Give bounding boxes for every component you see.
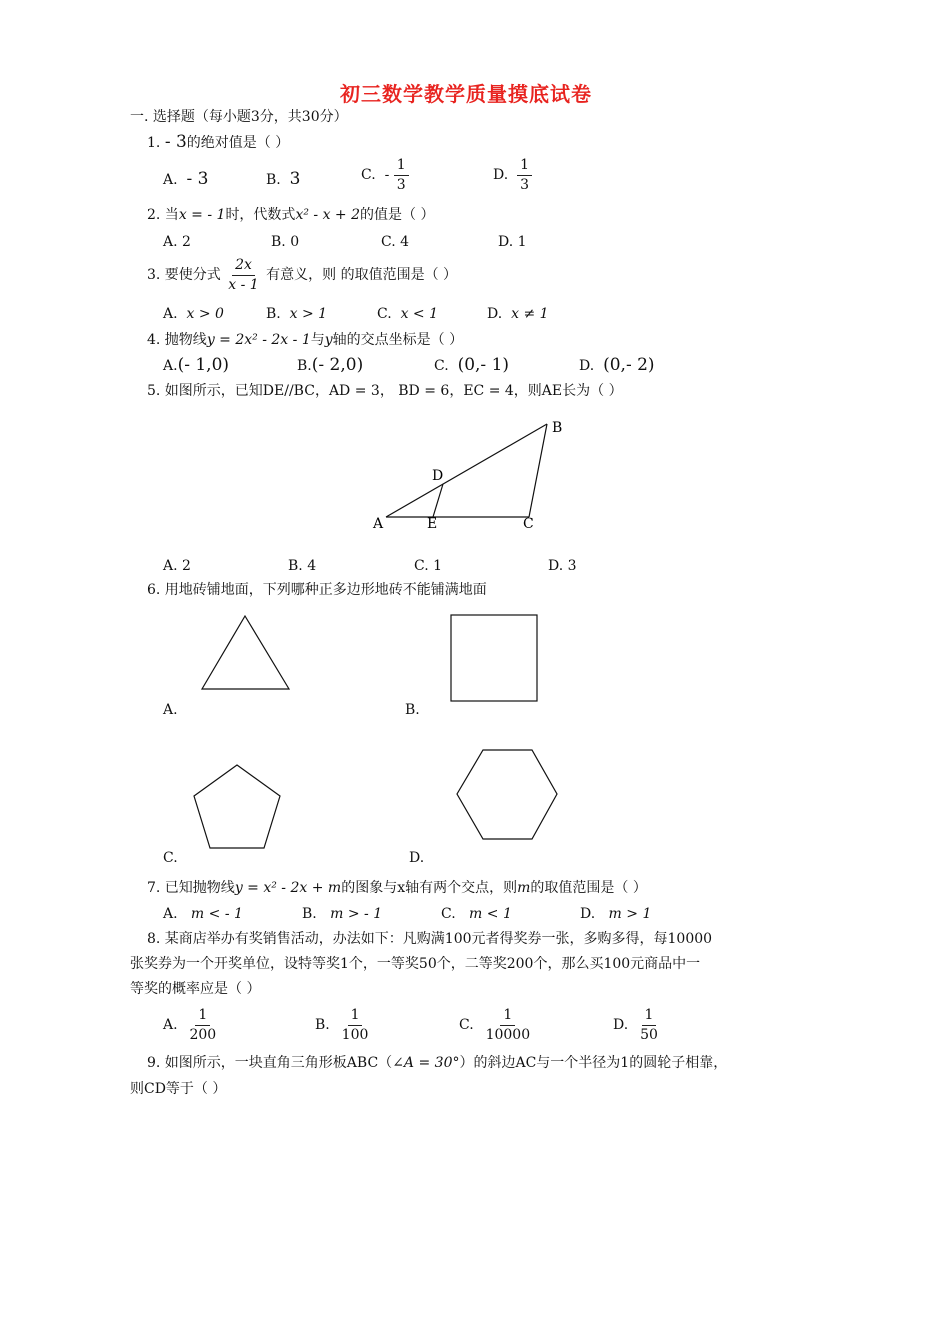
triangle-shape [202, 616, 289, 689]
q8-a-fraction: $\frac{1}{200}$ [189, 1007, 217, 1043]
q8-c-fraction: $\frac{1}{10000}$ [485, 1007, 531, 1043]
q9-angle: ∠A = 30° [392, 1055, 460, 1071]
q5-option-a[interactable]: A. 2 [163, 558, 191, 574]
q1-option-d[interactable]: D. $\frac{1}{3}$ [493, 158, 532, 192]
label-b: B [552, 420, 563, 436]
q8-d-fraction: $\frac{1}{50}$ [640, 1007, 658, 1043]
q1-text: 的绝对值是（ ） [186, 135, 290, 151]
q7-option-a[interactable]: A. m < - 1 [163, 906, 243, 922]
q2-expression: x² - x + 2 [295, 207, 361, 223]
q3-fraction: $\frac{2x}{x - 1}$ [228, 257, 259, 293]
q5-option-c[interactable]: C. 1 [414, 558, 443, 574]
q8-line-1: 8. 某商店举办有奖销售活动，办法如下：凡购满100元者得奖券一张，多购多得，每10000 [147, 931, 713, 947]
q8-b-fraction: $\frac{1}{100}$ [341, 1007, 369, 1043]
section-heading: 一. 选择题（每小题3分，共30分） [130, 109, 348, 125]
square-shape [451, 615, 537, 701]
q1-option-a[interactable]: A. - 3 [163, 169, 209, 189]
q1-number: 1. [147, 135, 161, 151]
q2-option-b[interactable]: B. 0 [271, 234, 300, 250]
q2-option-c[interactable]: C. 4 [381, 234, 410, 250]
q6-option-c[interactable]: C. [163, 850, 178, 866]
q5-option-d[interactable]: D. 3 [548, 558, 577, 574]
q4-option-c[interactable]: C. (0,- 1) [434, 355, 510, 375]
q3-option-c[interactable]: C. x < 1 [377, 306, 439, 322]
q1-option-b[interactable]: B. 3 [266, 169, 301, 189]
q6-option-b[interactable]: B. [405, 702, 420, 718]
q4-option-d[interactable]: D. (0,- 2) [579, 355, 655, 375]
q8-option-d[interactable]: D. $\frac{1}{50}$ [613, 1008, 661, 1042]
q8-option-b[interactable]: B. $\frac{1}{100}$ [315, 1008, 371, 1042]
q2-option-d[interactable]: D. 1 [498, 234, 527, 250]
q4-option-a[interactable]: A.(- 1,0) [163, 355, 230, 375]
q6-option-d[interactable]: D. [409, 850, 425, 866]
q5-option-b[interactable]: B. 4 [288, 558, 317, 574]
q8-option-c[interactable]: C. $\frac{1}{10000}$ [459, 1008, 533, 1042]
q5-stem: 5. 如图所示，已知DE//BC，AD = 3， BD = 6，EC = 4，则AE长为（ ） [147, 383, 623, 399]
q4-stem: 4. 抛物线y = 2x² - 2x - 1与y轴的交点坐标是（ ） [147, 332, 464, 348]
q6-polygons-figure [0, 600, 950, 860]
pentagon-shape [194, 765, 280, 848]
q1-c-fraction: $\frac{1}{3}$ [394, 158, 409, 192]
q1-b-value: 3 [289, 169, 301, 189]
q7-option-d[interactable]: D. m > 1 [580, 906, 652, 922]
page-title: 初三数学教学质量摸底试卷 [340, 82, 592, 106]
q7-option-c[interactable]: C. m < 1 [441, 906, 512, 922]
label-c: C [523, 516, 534, 532]
q3-stem: 3. 要使分式 $\frac{2x}{x - 1}$ 有意义，则 的取值范围是（ ） [147, 257, 458, 293]
q1-option-c[interactable]: C. - $\frac{1}{3}$ [361, 158, 409, 192]
q2-condition: x = - 1 [178, 207, 226, 223]
q6-stem: 6. 用地砖铺地面，下列哪种正多边形地砖不能铺满地面 [147, 582, 487, 598]
q7-stem: 7. 已知抛物线y = x² - 2x + m的图象与x轴有两个交点，则m的取值范围是（ ） [147, 880, 647, 896]
line-ab [386, 424, 547, 517]
line-bc [529, 424, 547, 517]
q1-c-sign: - [384, 167, 390, 184]
q2-stem: 2. 当x = - 1时，代数式x² - x + 2的值是（ ） [147, 207, 435, 223]
q3-option-a[interactable]: A. x > 0 [163, 306, 224, 322]
q1-math: - 3 [164, 132, 187, 152]
q6-option-a[interactable]: A. [163, 702, 178, 718]
label-a: A [373, 516, 384, 532]
q8-line-2: 张奖券为一个开奖单位，设特等奖1个，一等奖50个，二等奖200个，那么买100元商品中一 [130, 956, 701, 972]
hexagon-shape [457, 750, 557, 839]
q9-line-2: 则CD等于（ ） [130, 1081, 227, 1097]
label-d: D [432, 468, 444, 484]
q2-option-a[interactable]: A. 2 [163, 234, 191, 250]
q4-option-b[interactable]: B.(- 2,0) [297, 355, 364, 375]
q3-option-b[interactable]: B. x > 1 [266, 306, 328, 322]
q1-a-value: - 3 [186, 169, 209, 189]
q7-option-b[interactable]: B. m > - 1 [302, 906, 383, 922]
q1-d-fraction: $\frac{1}{3}$ [517, 158, 532, 192]
label-e: E [427, 516, 438, 532]
q3-option-d[interactable]: D. x ≠ 1 [487, 306, 549, 322]
q5-triangle-figure [0, 0, 950, 560]
q8-line-3: 等奖的概率应是（ ） [130, 981, 261, 997]
q4-expression: y = 2x² - 2x - 1 [206, 332, 311, 348]
q9-line-1: 9. 如图所示，一块直角三角形板ABC（∠A = 30°）的斜边AC与一个半径为1的圆轮子相靠， [147, 1055, 728, 1071]
q8-option-a[interactable]: A. $\frac{1}{200}$ [163, 1008, 219, 1042]
q7-expression: y = x² - 2x + m [234, 880, 342, 896]
